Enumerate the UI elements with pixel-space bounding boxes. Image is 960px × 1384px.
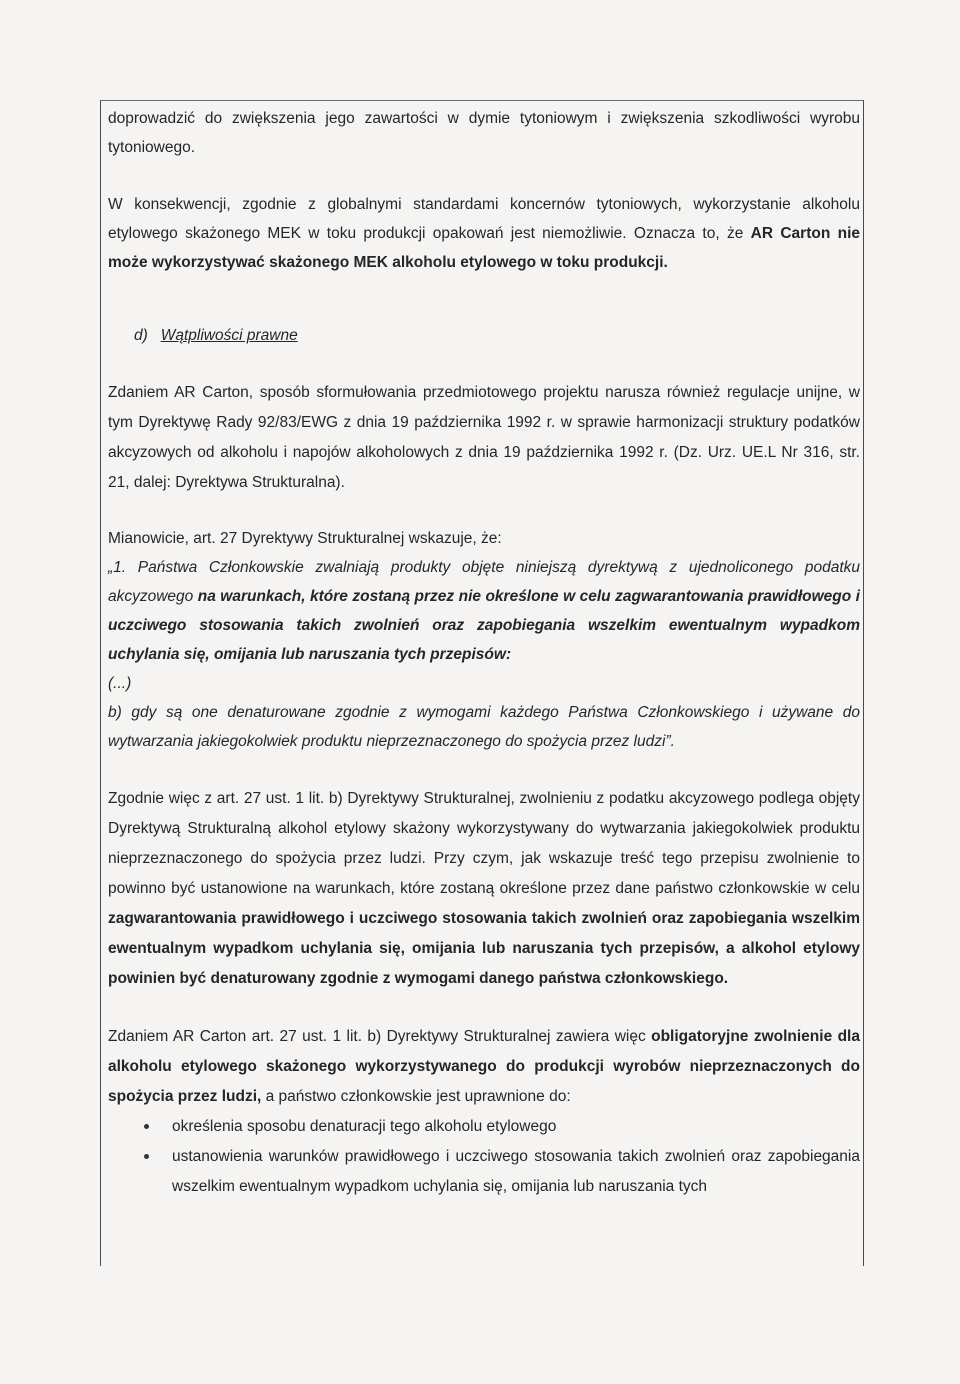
quote-article-27 <box>108 553 860 669</box>
conclusion-text-1: Zdaniem AR Carton art. 27 ust. 1 lit. b) Dyrektywy Strukturalnej zawiera więc <box>108 1028 652 1045</box>
paragraph-continuation: doprowadzić do zwiększenia jego zawartości w dymie tytoniowym i zwiększenia szkodliwości wyrobu tytoniowego. <box>108 110 860 156</box>
list-item <box>108 1112 860 1142</box>
section-heading <box>108 321 860 350</box>
document-body <box>108 104 860 1202</box>
bullet-list <box>108 1112 860 1202</box>
list-item <box>108 1142 860 1202</box>
quote-ellipsis: (...) <box>108 675 132 692</box>
list-item-text: określenia sposobu denaturacji tego alkoholu etylowego <box>172 1118 557 1135</box>
bullet-icon <box>144 1154 149 1159</box>
consequence-text: W konsekwencji, zgodnie z globalnymi standardami koncernów tytoniowych, wykorzystanie alkoholu etylowego skażonego MEK w toku produkcji opakowań jest niemożliwie. Oznacza to, że <box>108 196 860 242</box>
paragraph-consequence <box>108 190 860 277</box>
conclusion-bold-text: obligatoryjne zwolnienie dla alkoholu etylowego skażonego wykorzystywanego do produkcji wyrobów nieprzeznaczonych do spożycia przez ludzi, <box>108 1028 860 1105</box>
paragraph-exemption <box>108 784 860 994</box>
list-item-text: ustanowienia warunków prawidłowego i uczciwego stosowania takich zwolnień oraz zapobiegania wszelkim ewentualnym wypadkom uchylania się, omijania lub naruszania tych <box>172 1148 860 1195</box>
section-heading-label: d) <box>134 327 148 344</box>
quote-point-b: b) gdy są one denaturowane zgodnie z wymogami każdego Państwa Członkowskiego i używane do wytwarzania jakiegokolwiek produktu nieprzeznaczonego do spożycia przez ludzi”. <box>108 704 860 750</box>
paragraph-legal-doubts: Zdaniem AR Carton, sposób sformułowania przedmiotowego projektu narusza również regulacje unijne, w tym Dyrektywę Rady 92/83/EWG z dnia 19 października 1992 r. w sprawie harmonizacji struktury podatków akcyzowych od alkoholu i napojów alkoholowych z dnia 19 października 1992 r. (Dz. Urz. UE.L Nr 316, str. 21, dalej: Dyrektywa Strukturalna). <box>108 384 860 491</box>
exemption-bold-text: zagwarantowania prawidłowego i uczciwego stosowania takich zwolnień oraz zapobiegania wszelkim ewentualnym wypadkom uchylania się, omijania lub naruszania tych przepisów, a alkohol etylowy powinien być denaturowany zgodnie z wymogami danego państwa członkowskiego. <box>108 910 860 987</box>
paragraph-conclusion <box>108 1022 860 1112</box>
bullet-icon <box>144 1124 149 1129</box>
section-heading-title: Wątpliwości prawne <box>160 327 298 344</box>
quote-bolditalic-text: na warunkach, które zostaną przez nie określone w celu zagwarantowania prawidłowego i uczciwego stosowania takich zwolnień oraz zapobiegania wszelkim ewentualnym wypadkom uchylania się, omijania lub naruszania tych przepisów: <box>108 588 860 663</box>
quote-italic-text: „1. Państwa Członkowskie zwalniają produkty objęte niniejszą dyrektywą z ujednoliconego podatku akcyzowego <box>108 559 860 605</box>
consequence-bold-text: AR Carton nie może wykorzystywać skażonego MEK alkoholu etylowego w toku produkcji. <box>108 225 860 271</box>
paragraph-article-intro: Mianowicie, art. 27 Dyrektywy Strukturalnej wskazuje, że: <box>108 530 502 547</box>
conclusion-text-2: a państwo członkowskie jest uprawnione do: <box>261 1088 571 1105</box>
exemption-text: Zgodnie więc z art. 27 ust. 1 lit. b) Dyrektywy Strukturalnej, zwolnieniu z podatku akcyzowego podlega objęty Dyrektywą Strukturalną alkohol etylowy skażony wykorzystywany do wytwarzania jakiegokolwiek produktu nieprzeznaczonego do spożycia przez ludzi. Przy czym, jak wskazuje treść tego przepisu zwolnienie to powinno być ustanowione na warunkach, które zostaną określone przez dane państwo członkowskie w celu <box>108 790 860 897</box>
